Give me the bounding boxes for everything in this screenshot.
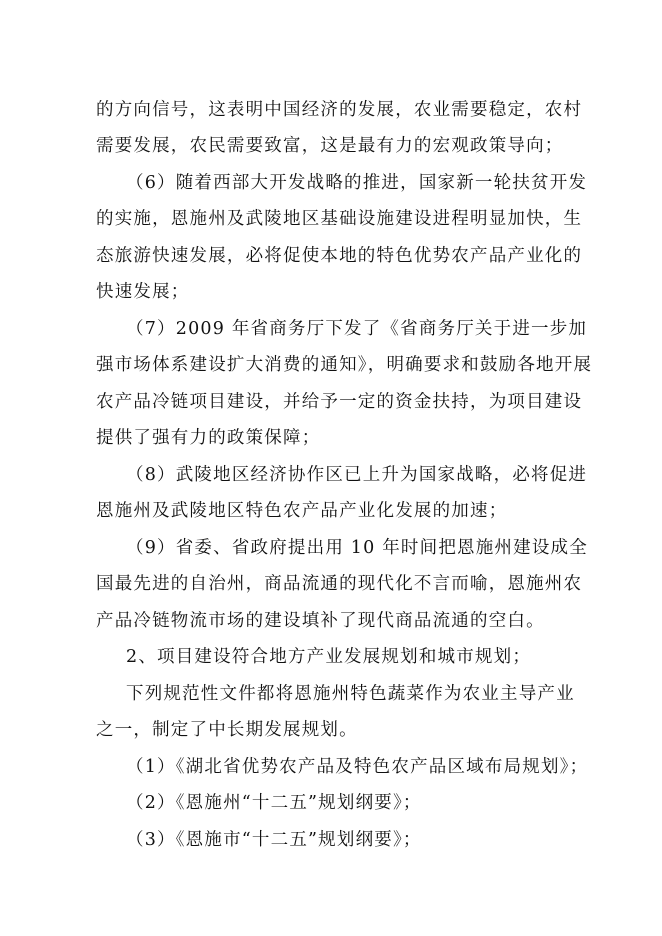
text-line-21: （3）《恩施市“十二五”规划纲要》； xyxy=(126,830,422,850)
text-line-20: （2）《恩施州“十二五”规划纲要》； xyxy=(126,793,422,813)
text-line-10: 提供了强有力的政策保障； xyxy=(96,428,321,448)
text-line-7: （7）2009 年省商务厅下发了《省商务厅关于进一步加 xyxy=(126,319,588,339)
text-line-2: 需要发展，农民需要致富，这是最有力的宏观政策导向； xyxy=(96,136,564,156)
text-line-9: 农产品冷链项目建设，并给予一定的资金扶持，为项目建设 xyxy=(96,392,583,412)
text-line-12: 恩施州及武陵地区特色农产品产业化发展的加速； xyxy=(96,501,508,521)
text-line-17: 下列规范性文件都将恩施州特色蔬菜作为农业主导产业 xyxy=(126,684,575,704)
text-line-19: （1）《湖北省优势农产品及特色农产品区域布局规划》； xyxy=(126,757,589,777)
text-line-13: （9）省委、省政府提出用 10 年时间把恩施州建设成全 xyxy=(126,538,588,558)
text-line-16: 2、项目建设符合地方产业发展规划和城市规划； xyxy=(126,647,532,667)
text-line-18: 之一，制定了中长期发展规划。 xyxy=(96,720,358,740)
text-line-6: 快速发展； xyxy=(96,282,190,302)
text-line-15: 产品冷链物流市场的建设填补了现代商品流通的空白。 xyxy=(96,611,545,631)
text-line-5: 态旅游快速发展，必将促使本地的特色优势农产品产业化的 xyxy=(96,246,583,266)
text-line-1: 的方向信号，这表明中国经济的发展，农业需要稳定，农村 xyxy=(96,100,583,120)
text-line-11: （8）武陵地区经济协作区已上升为国家战略，必将促进 xyxy=(126,465,588,485)
text-line-4: 的实施，恩施州及武陵地区基础设施建设进程明显加快，生 xyxy=(96,209,583,229)
text-line-3: （6）随着西部大开发战略的推进，国家新一轮扶贫开发 xyxy=(126,173,588,193)
text-line-8: 强市场体系建设扩大消费的通知》，明确要求和鼓励各地开展 xyxy=(96,355,593,375)
text-line-14: 国最先进的自治州，商品流通的现代化不言而喻，恩施州农 xyxy=(96,574,583,594)
